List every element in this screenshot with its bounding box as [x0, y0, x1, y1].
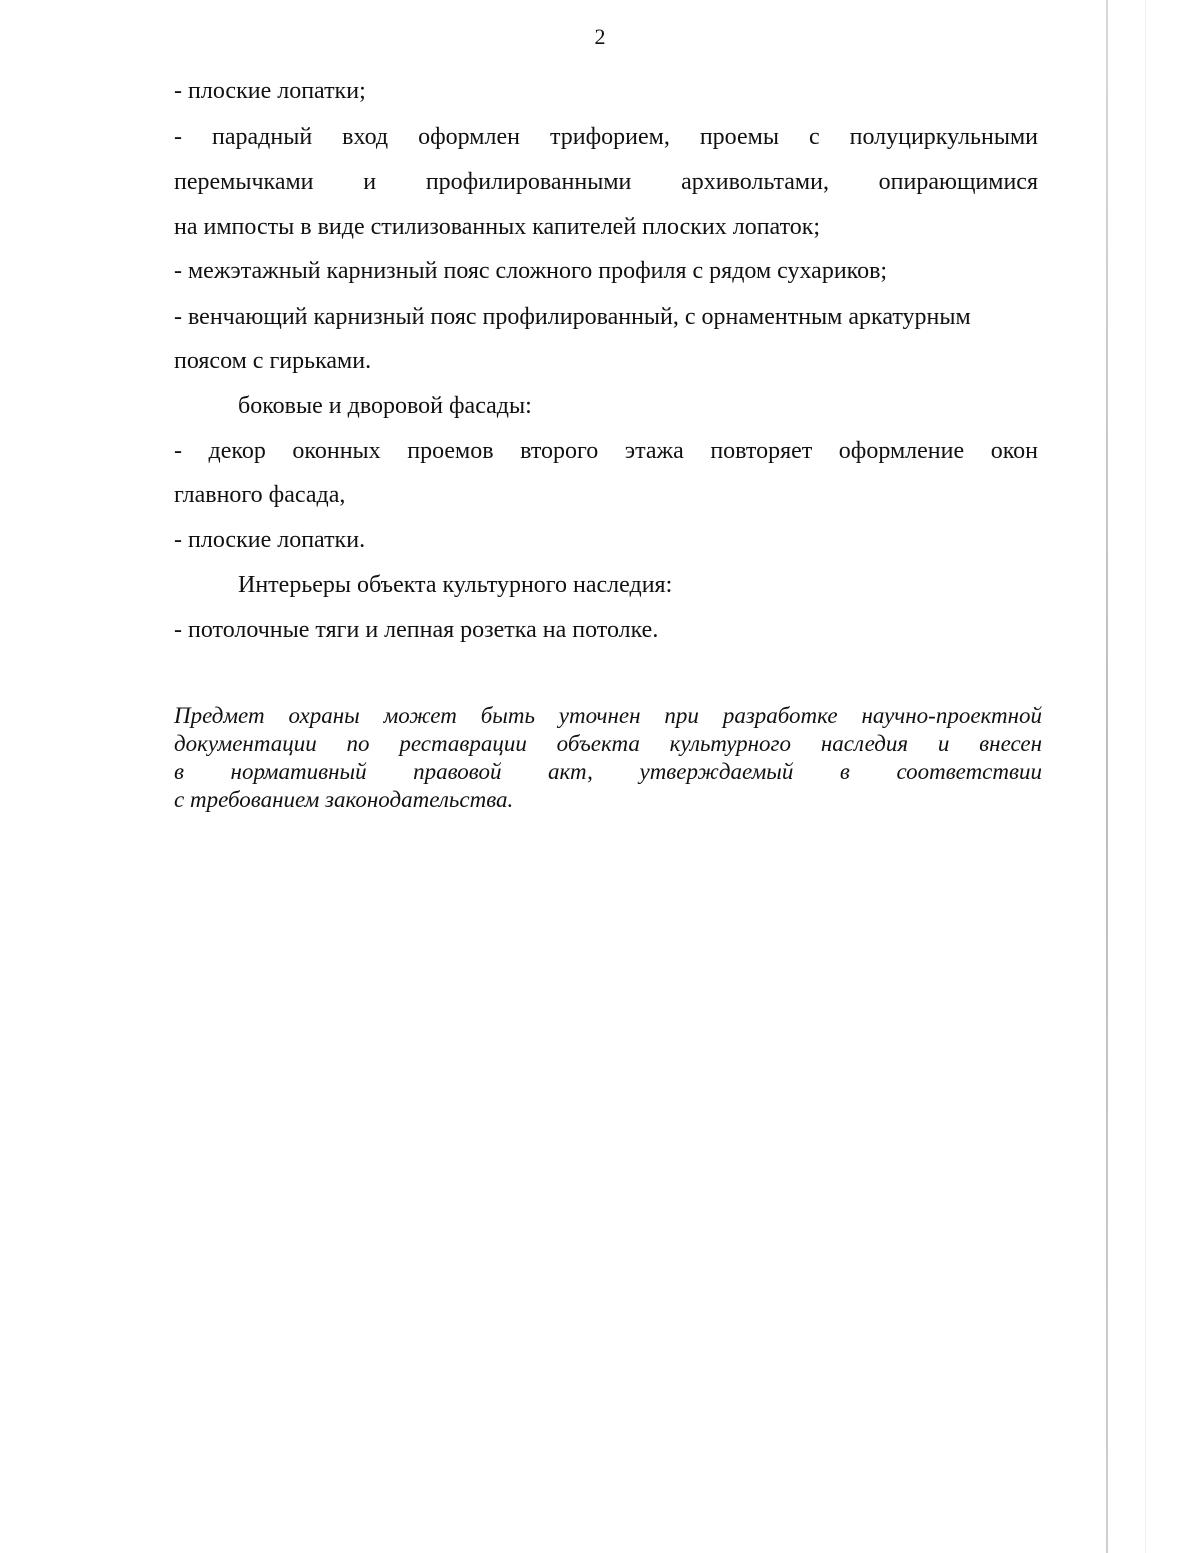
note-line: с требованием законодательства.	[174, 787, 514, 812]
note-line: документации по реставрации объекта культурного наследия и внесен	[174, 731, 1042, 756]
text-line: - плоские лопатки;	[174, 78, 366, 104]
text-line: поясом с гирьками.	[174, 348, 372, 374]
text-line: - венчающий карнизный пояс профилированный, с орнаментным аркатурным	[174, 304, 971, 330]
note-line: Предмет охраны может быть уточнен при разработке научно-проектной	[174, 703, 1042, 728]
text-line: - межэтажный карнизный пояс сложного профиля с рядом сухариков;	[174, 258, 888, 284]
page-number: 2	[594, 24, 606, 49]
scan-edge-line	[1106, 0, 1108, 1553]
text-line: - потолочные тяги и лепная розетка на потолке.	[174, 617, 659, 643]
scan-edge-line	[1145, 0, 1146, 1553]
text-line: перемычками и профилированными архивольтами, опирающимися	[174, 169, 1038, 195]
text-line: - парадный вход оформлен трифорием, проемы с полуциркульными	[174, 124, 1038, 150]
section-heading: Интерьеры объекта культурного наследия:	[238, 572, 673, 598]
text-line: - декор оконных проемов второго этажа повторяет оформление окон	[174, 438, 1038, 464]
text-line: главного фасада,	[174, 482, 346, 508]
section-heading: боковые и дворовой фасады:	[238, 393, 532, 419]
note-line: в нормативный правовой акт, утверждаемый в соответствии	[174, 759, 1042, 784]
text-line: - плоские лопатки.	[174, 527, 366, 553]
text-line: на импосты в виде стилизованных капителей плоских лопаток;	[174, 214, 821, 240]
